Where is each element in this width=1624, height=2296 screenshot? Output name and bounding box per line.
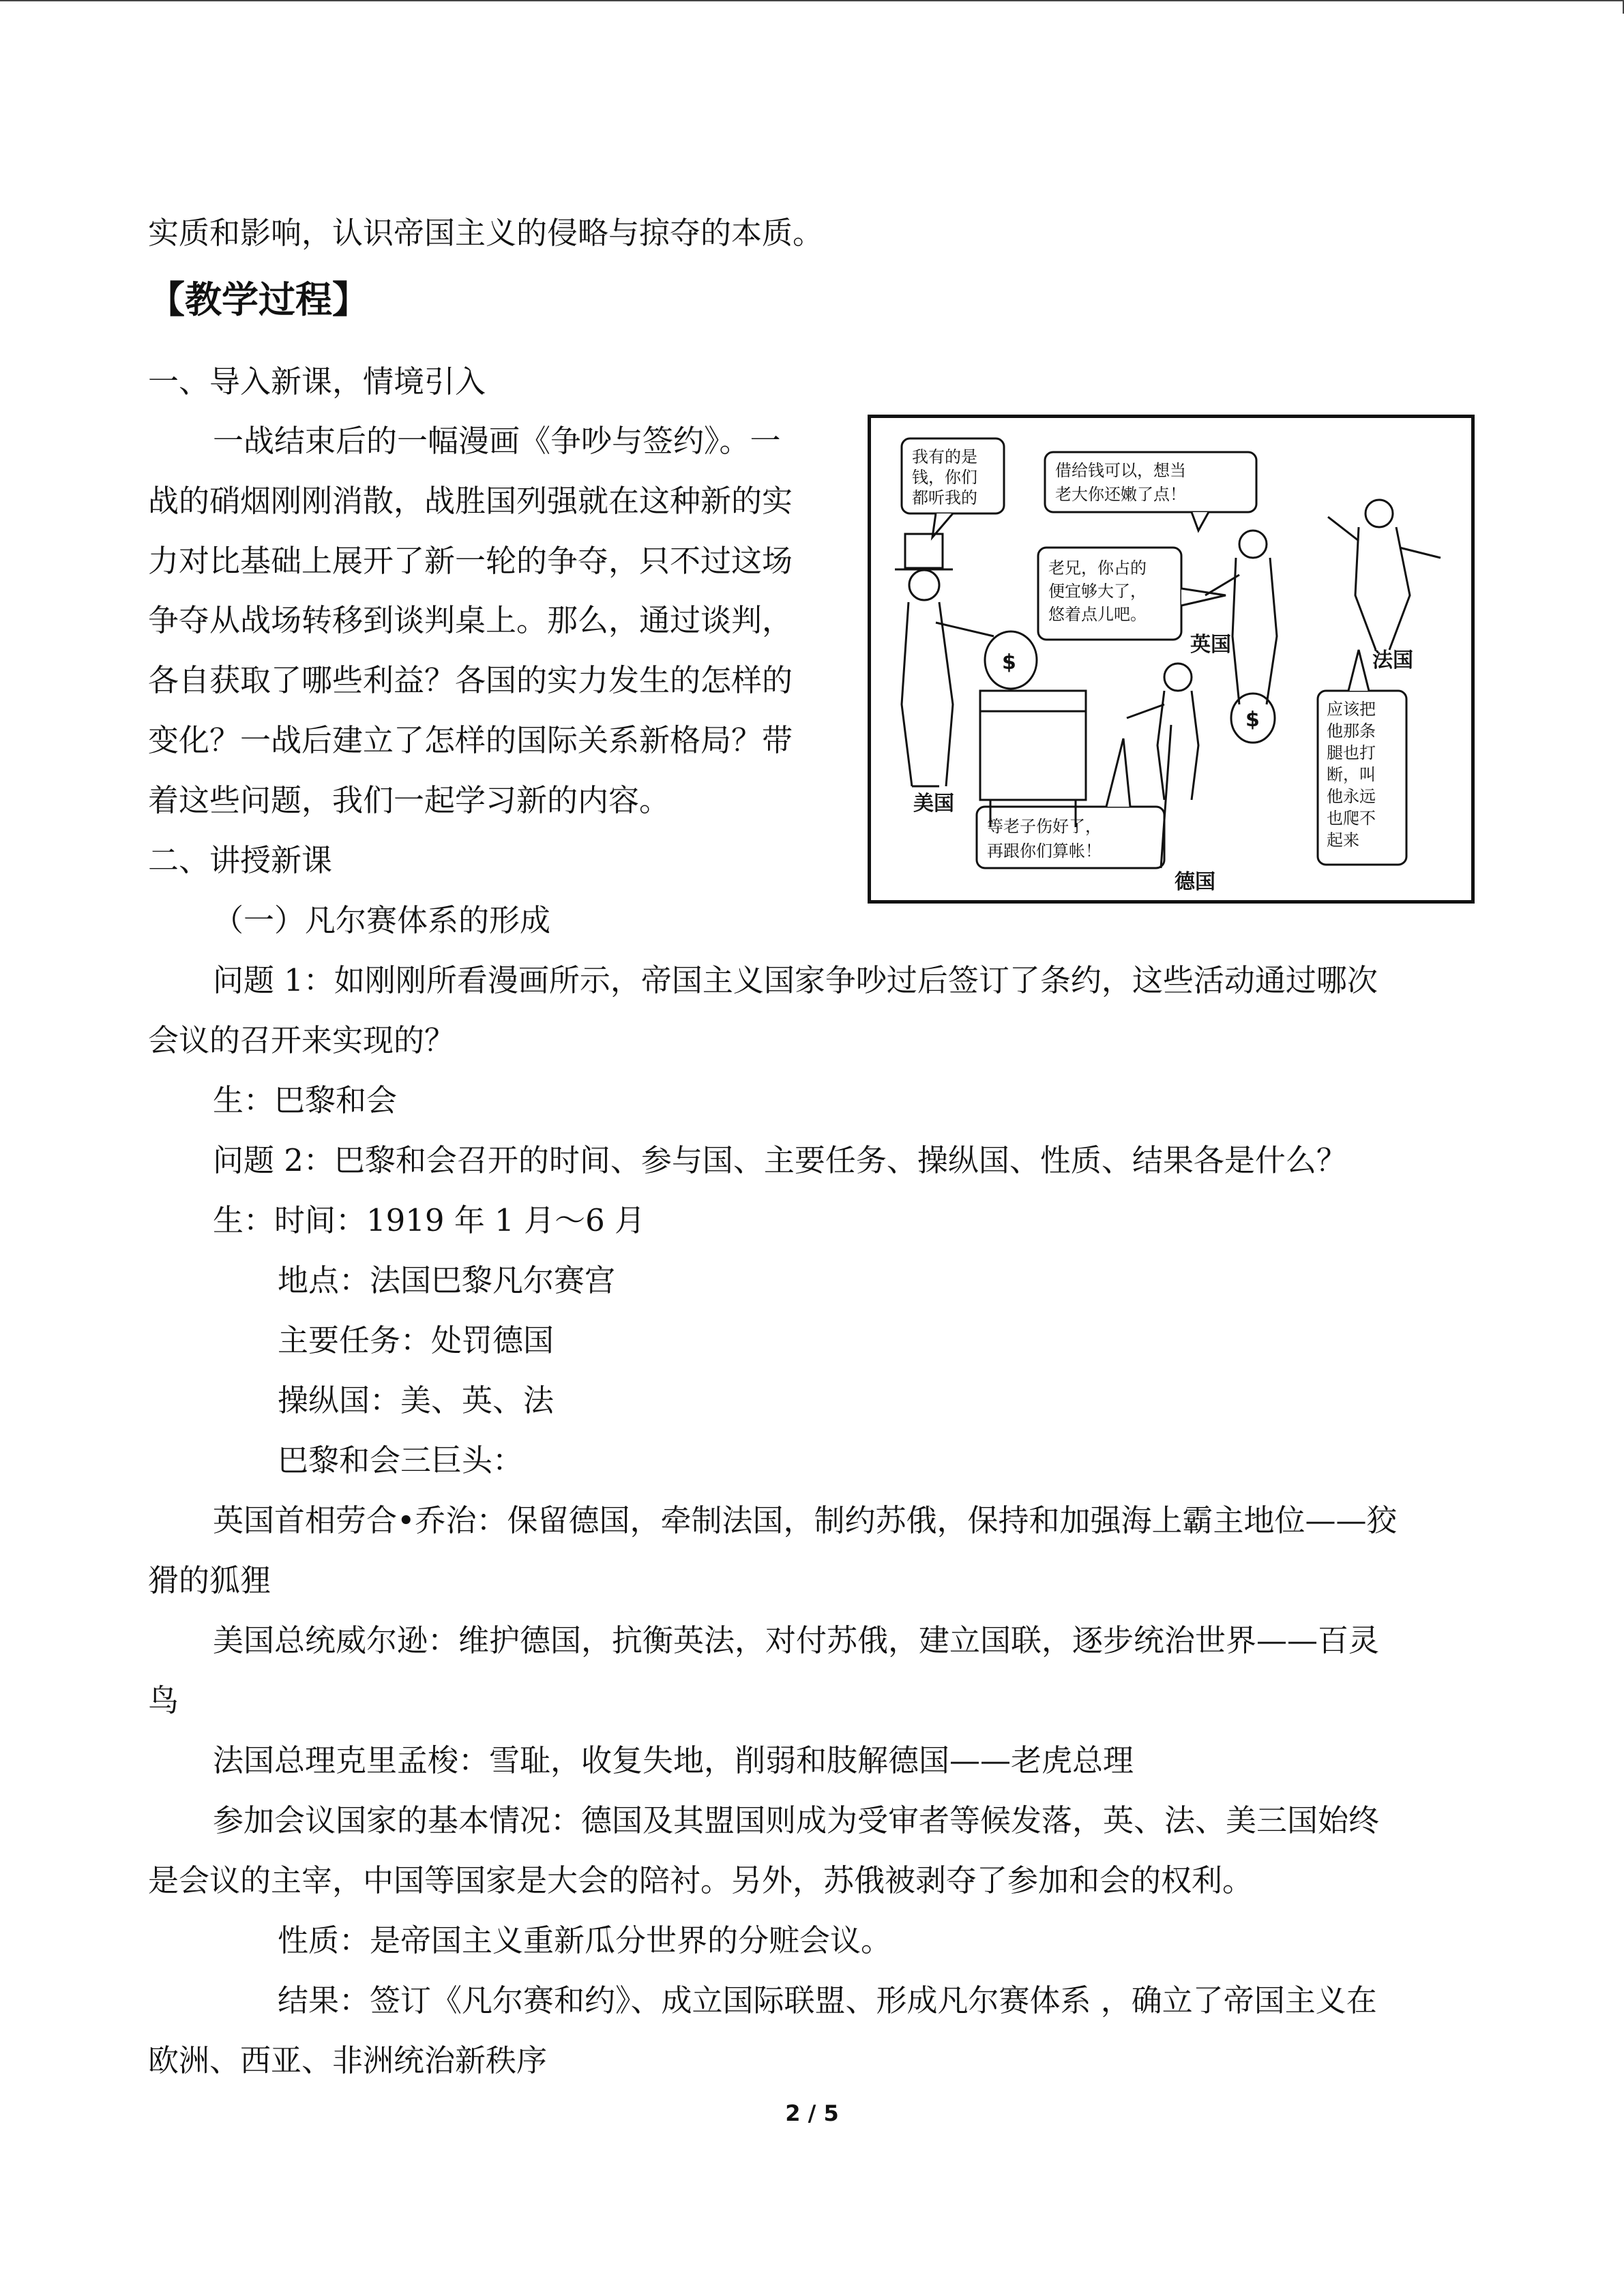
uk-bubble-line: 借给钱可以，想当 xyxy=(1055,461,1186,480)
de-bubble-tail xyxy=(1106,739,1130,807)
label-fr: 法国 xyxy=(1372,648,1413,672)
fr-leader-line: 法国总理克里孟梭：雪耻，收复失地，削弱和肢解德国——老虎总理 xyxy=(213,1742,1134,1778)
result-line: 欧洲、西亚、非洲统治新秩序 xyxy=(148,2042,548,2078)
nature-line: 性质：是帝国主义重新瓜分世界的分赃会议。 xyxy=(278,1922,892,1958)
question-2: 问题 2：巴黎和会召开的时间、参与国、主要任务、操纵国、性质、结果各是什么？ xyxy=(213,1142,1347,1178)
us-bubble-line: 我有的是 xyxy=(912,447,977,466)
us-bubble-line: 钱，你们 xyxy=(912,468,977,487)
fr-bubble-line: 他永远 xyxy=(1327,787,1376,806)
subsection-title: （一）凡尔赛体系的形成 xyxy=(213,902,551,938)
section-heading: 【教学过程】 xyxy=(148,278,369,321)
answer-2-task: 主要任务：处罚德国 xyxy=(278,1322,555,1358)
fr-head xyxy=(1365,500,1393,527)
fr-bubble-line: 起来 xyxy=(1327,831,1359,850)
fr-arms xyxy=(1328,517,1441,558)
us-leader-line: 鸟 xyxy=(148,1682,179,1718)
page-top-border xyxy=(0,0,1624,1)
fr-bubble-line: 也爬不 xyxy=(1327,809,1376,828)
uk-bubble-line: 老大你还嫩了点！ xyxy=(1055,485,1186,504)
desk xyxy=(980,691,1086,800)
basic-situation-line: 是会议的主宰，中国等国家是大会的陪衬。另外，苏俄被剥夺了参加和会的权利。 xyxy=(148,1862,1254,1898)
fr-to-uk-bubble-line: 悠着点儿吧。 xyxy=(1048,605,1147,624)
de-bubble-line: 再跟你们算帐！ xyxy=(987,841,1102,861)
label-us: 美国 xyxy=(913,792,954,816)
de-dollar-sign: $ xyxy=(1245,708,1260,732)
part1-line: 战的硝烟刚刚消散，战胜国列强就在这种新的实 xyxy=(148,483,793,519)
cartoon-quarrel-and-sign xyxy=(868,415,1475,904)
crutch xyxy=(1161,725,1171,868)
fr-bubble-tail xyxy=(1348,650,1369,691)
part2-title: 二、讲授新课 xyxy=(148,842,333,878)
de-arm xyxy=(1127,704,1164,718)
fr-bubble-line: 他那条 xyxy=(1327,721,1376,741)
fr-to-uk-bubble-tail xyxy=(1181,588,1226,606)
answer-2-control: 操纵国：美、英、法 xyxy=(278,1382,555,1418)
question-1-line: 会议的召开来实现的？ xyxy=(148,1022,456,1058)
uk-body xyxy=(1232,558,1277,704)
label-de: 德国 xyxy=(1175,870,1215,894)
fr-body xyxy=(1355,527,1410,650)
part1-line: 一战结束后的一幅漫画《争吵与签约》。一 xyxy=(213,423,781,459)
de-bubble-line: 等老子伤好了， xyxy=(987,817,1102,836)
us-body xyxy=(902,602,953,786)
part1-line: 变化？一战后建立了怎样的国际关系新格局？带 xyxy=(148,722,793,758)
answer-2-big3: 巴黎和会三巨头： xyxy=(278,1442,524,1478)
answer-1: 生：巴黎和会 xyxy=(213,1082,398,1118)
fr-bubble-line: 断，叫 xyxy=(1327,765,1376,784)
us-leader-line: 美国总统威尔逊：维护德国，抗衡英法，对付苏俄，建立国联，逐步统治世界——百灵 xyxy=(213,1622,1380,1658)
uk-bubble-tail xyxy=(1192,512,1209,531)
uk-head xyxy=(1239,531,1267,558)
part1-line: 着这些问题，我们一起学习新的内容。 xyxy=(148,782,670,818)
label-uk: 英国 xyxy=(1190,633,1231,657)
page-number: 2 / 5 xyxy=(785,2100,839,2126)
de-body xyxy=(1157,691,1198,800)
intro-line: 实质和影响，认识帝国主义的侵略与掠夺的本质。 xyxy=(148,215,824,251)
us-dollar-sign: $ xyxy=(1002,651,1016,674)
us-top-hat xyxy=(905,534,943,568)
fr-bubble-line: 应该把 xyxy=(1327,700,1376,719)
answer-2-place: 地点：法国巴黎凡尔赛宫 xyxy=(278,1262,616,1298)
fr-to-uk-bubble-line: 老兄，你占的 xyxy=(1048,558,1147,578)
uk-leader-line: 英国首相劳合•乔治：保留德国，牵制法国，制约苏俄，保持和加强海上霸主地位——狡 xyxy=(213,1502,1398,1538)
us-head xyxy=(909,570,939,600)
fr-to-uk-bubble-line: 便宜够大了， xyxy=(1048,582,1147,601)
part1-title: 一、导入新课，情境引入 xyxy=(148,363,486,400)
part1-line: 力对比基础上展开了新一轮的争夺，只不过这场 xyxy=(148,543,793,579)
question-1-line: 问题 1：如刚刚所看漫画所示，帝国主义国家争吵过后签订了条约，这些活动通过哪次 xyxy=(213,962,1378,998)
de-head xyxy=(1164,664,1192,691)
us-bubble-line: 都听我的 xyxy=(912,488,977,507)
part1-line: 各自获取了哪些利益？各国的实力发生的怎样的 xyxy=(148,662,793,698)
basic-situation-line: 参加会议国家的基本情况：德国及其盟国则成为受审者等候发落，英、法、美三国始终 xyxy=(213,1802,1380,1838)
fr-bubble-line: 腿也打 xyxy=(1327,743,1376,762)
part1-line: 争夺从战场转移到谈判桌上。那么，通过谈判， xyxy=(148,602,793,638)
cartoon-drawing xyxy=(871,418,1471,900)
uk-leader-line: 猾的狐狸 xyxy=(148,1562,271,1598)
result-line: 结果：签订《凡尔赛和约》、成立国际联盟、形成凡尔赛体系 ，确立了帝国主义在 xyxy=(278,1982,1377,2018)
answer-2-time: 生：时间：1919 年 1 月～6 月 xyxy=(213,1202,645,1238)
